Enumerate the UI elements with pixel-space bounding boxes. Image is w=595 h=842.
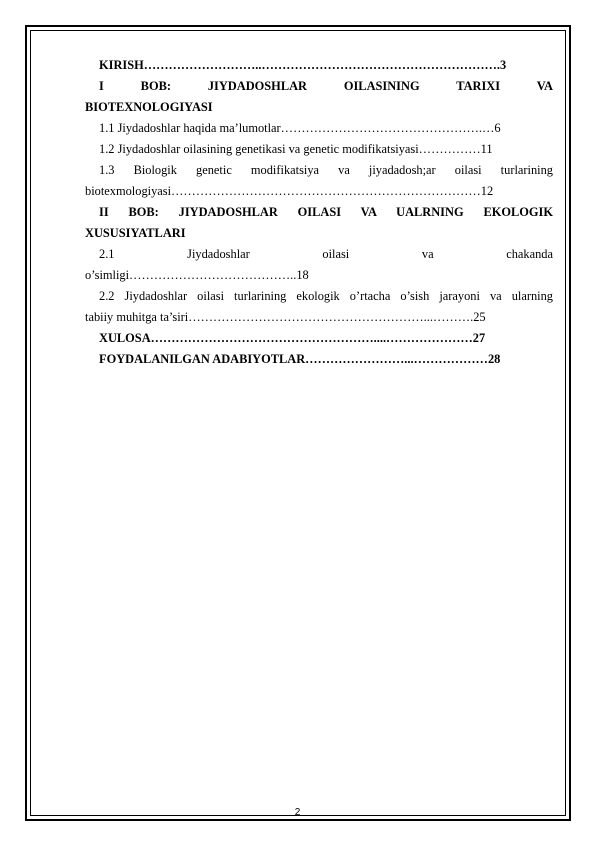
toc-entry-2-1-cont[interactable]: o’simligi…………………………………..18: [85, 268, 309, 282]
toc-entry-1-3-cont[interactable]: biotexmologiyasi…………………………………………………………………12: [85, 184, 494, 198]
toc-entry-adabiyotlar[interactable]: FOYDALANILGAN ADABIYOTLAR……………………...………………28: [99, 352, 501, 366]
toc-entry-2-2[interactable]: 2.2 Jiydadoshlar oilasi turlarining ekologik o’rtacha o’sish jarayoni va ularning: [99, 289, 553, 303]
toc-entry-1-2[interactable]: 1.2 Jiydadoshlar oilasining genetikasi va genetic modifikatsiyasi……………11: [99, 142, 493, 156]
toc-entry-kirish[interactable]: KIRISH………………………..………………………………………………….3: [99, 58, 507, 72]
toc-entry-chapter-1[interactable]: I BOB: JIYDADOSHLAR OILASINING TARIXI VA: [99, 79, 553, 93]
toc-entry-xulosa[interactable]: XULOSA………………………………………………....…………………27: [99, 331, 486, 345]
toc-entry-chapter-2-cont[interactable]: XUSUSIYATLARI: [85, 226, 186, 240]
toc-entry-1-3[interactable]: 1.3 Biologik genetic modifikatsiya va jiyadadosh;ar oilasi turlarining: [99, 163, 553, 177]
table-of-contents: [85, 55, 553, 370]
toc-entry-chapter-2[interactable]: II BOB: JIYDADOSHLAR OILASI VA UALRNING EKOLOGIK: [99, 205, 553, 219]
toc-entry-2-2-cont[interactable]: tabiiy muhitga ta’siri…………………………………………………...……….25: [85, 310, 486, 324]
page-number: 2: [294, 807, 301, 818]
toc-entry-1-1[interactable]: 1.1 Jiydadoshlar haqida ma’lumotlar………………………………………….…6: [99, 121, 501, 135]
toc-entry-chapter-1-cont[interactable]: BIOTEXNOLOGIYASI: [85, 100, 213, 114]
toc-entry-2-1[interactable]: 2.1 Jiydadoshlar oilasi va chakanda: [99, 247, 553, 261]
